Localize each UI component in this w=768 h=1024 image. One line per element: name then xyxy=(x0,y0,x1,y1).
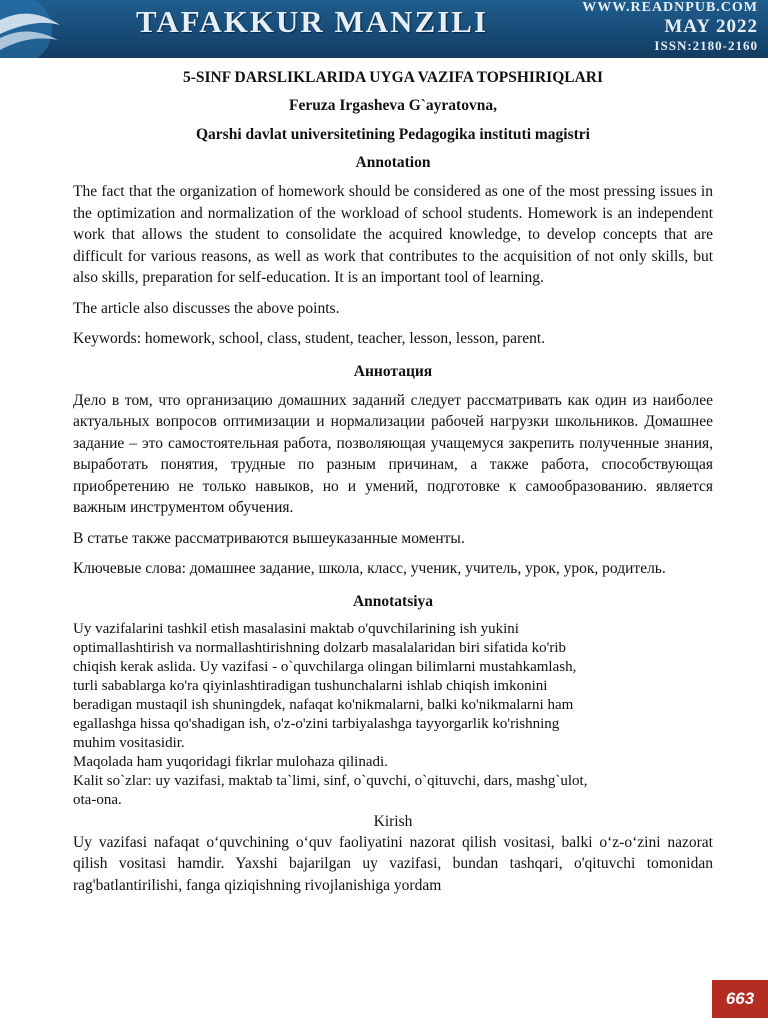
intro-heading: Kirish xyxy=(373,812,413,830)
annotation-ru-note: В статье также рассматриваются вышеуказанные моменты. xyxy=(73,529,465,547)
page-number: 663 xyxy=(712,980,768,1018)
issn: ISSN:2180-2160 xyxy=(654,38,758,53)
intro-text: Uy vazifasi nafaqat o‘quvchining o‘quv faoliyatini nazorat qilish vositasi, balki o‘z-o‘zini nazorat qilish vositasi hamdir. Yaxshi bajarilgan uy vazifasi, bundan tashqari, o'qituvchi tomonidan rag'batlantirilishi, fanga qiziqishning rivojlanishiga yordam xyxy=(73,833,713,894)
annotation-ru-keywords: Ключевые слова: домашнее задание, школа, класс, ученик, учитель, урок, урок, родитель. xyxy=(73,560,666,577)
journal-meta xyxy=(582,0,758,54)
issue-date: MAY 2022 xyxy=(664,16,758,37)
journal-header-banner xyxy=(0,0,768,58)
article-author: Feruza Irgasheva G`ayratovna, xyxy=(289,97,497,114)
article-title: 5-SINF DARSLIKLARIDA UYGA VAZIFA TOPSHIRIQLARI xyxy=(182,69,604,86)
article-affiliation: Qarshi davlat universitetining Pedagogika instituti magistri xyxy=(196,126,590,143)
journal-title: TAFAKKUR MANZILI xyxy=(136,4,489,39)
text-line: Maqolada ham yuqoridagi fikrlar mulohaza qilinadi. xyxy=(73,753,388,770)
annotation-ru-heading: Аннотация xyxy=(353,362,433,380)
annotation-uz-heading: Annotatsiya xyxy=(352,592,434,610)
annotation-en-note: The article also discusses the above points. xyxy=(73,299,340,317)
text-line: muhim vositasidir. xyxy=(73,734,185,751)
text-line: ota-ona. xyxy=(73,791,122,808)
annotation-en-text: The fact that the organization of homework should be considered as one of the most pressing issues in the optimization and normalization of the workload of school students. Homework is an independent work that allows the student to consolidate the acquired knowledge, to develop concepts that are difficult for various reasons, as well as work that contributes to the acquisition of not only skills, but also skills, preparation for self-education. It is an important tool of learning. xyxy=(73,183,713,286)
text-line: Kalit so`zlar: uy vazifasi, maktab ta`limi, sinf, o`quvchi, o`qituvchi, dars, mashg`ulot, xyxy=(73,772,588,789)
text-line: Uy vazifalarini tashkil etish masalasini maktab o'quvchilarining ish yukini xyxy=(73,620,519,637)
annotation-ru-text: Дело в том, что организацию домашних заданий следует рассматривать как один из наиболее актуальных вопросов оптимизации и нормализации рабочей нагрузки школьников. Домашнее задание – это самостоятельная работа, позволяющая учащемуся закрепить полученные знания, выработать понятия, трудные по разным причинам, а также работа, способствующая приобретению не только навыков, но и умений, подготовке к самообразованию. является важным инструментом обучения. xyxy=(73,391,713,516)
annotation-en-keywords: Keywords: homework, school, class, student, teacher, lesson, lesson, parent. xyxy=(73,330,546,347)
text-line: turli sabablarga ko'ra qiyinlashtiradigan tushunchalarni ishlab chiqish imkonini xyxy=(73,677,548,694)
journal-logo-icon xyxy=(0,0,70,58)
annotation-uz-text xyxy=(73,620,713,810)
journal-url[interactable]: WWW.READNPUB.COM xyxy=(582,0,758,15)
article-body xyxy=(73,64,713,896)
text-line: egallashga hissa qo'shadigan ish, o'z-o'zini tarbiyalashga tayyorgarlik ko'rishning xyxy=(73,715,560,732)
text-line: beradigan mustaqil ish shuningdek, nafaqat ko'nikmalarni, balki ko'nikmalarni ham xyxy=(73,696,574,713)
text-line: chiqish kerak aslida. Uy vazifasi - o`quvchilarga olingan bilimlarni mustahkamlash, xyxy=(73,658,577,675)
text-line: optimallashtirish va normallashtirishning dolzarb masalalaridan biri sifatida ko'rib xyxy=(73,639,567,656)
annotation-en-heading: Annotation xyxy=(355,154,431,171)
